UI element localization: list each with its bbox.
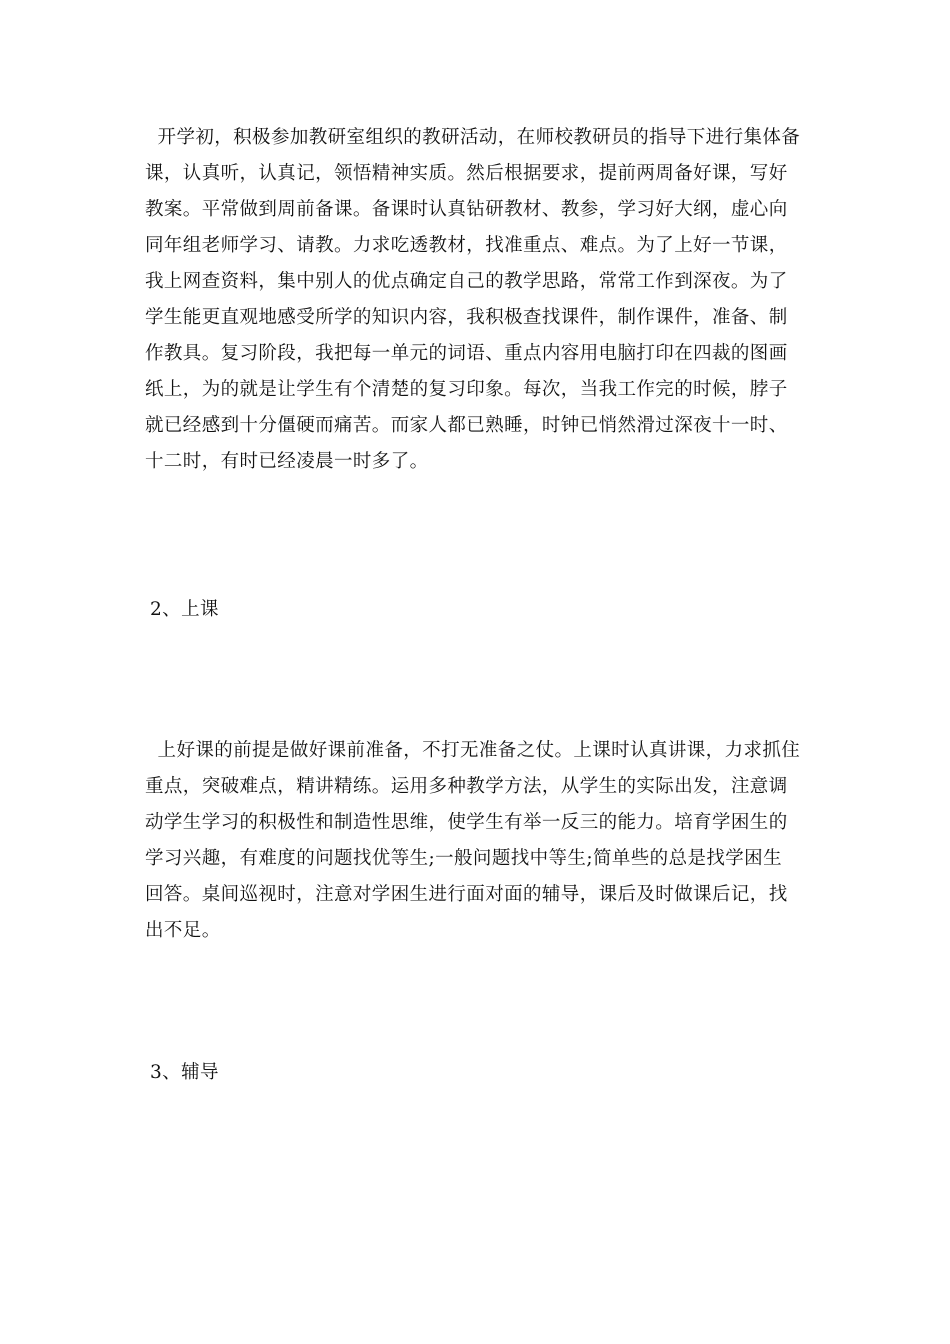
paragraph-line: 重点，突破难点，精讲精练。运用多种教学方法，从学生的实际出发，注意调 [145, 776, 788, 797]
paragraph-line: 学习兴趣，有难度的问题找优等生;一般问题找中等生;简单些的总是找学困生 [145, 848, 782, 869]
paragraph-line: 作教具。复习阶段，我把每一单元的词语、重点内容用电脑打印在四裁的图画 [145, 343, 788, 364]
paragraph-line: 学生能更直观地感受所学的知识内容，我积极查找课件，制作课件，准备、制 [145, 307, 788, 328]
paragraph-line: 我上网查资料，集中别人的优点确定自己的教学思路，常常工作到深夜。为了 [145, 271, 788, 292]
paragraph-class-teaching [145, 733, 810, 949]
paragraph-line: 纸上，为的就是让学生有个清楚的复习印象。每次，当我工作完的时候，脖子 [145, 379, 788, 400]
paragraph-line: 上好课的前提是做好课前准备，不打无准备之仗。上课时认真讲课，力求抓住 [145, 740, 801, 761]
section-heading-tutoring: 3、辅导 [150, 1062, 219, 1083]
paragraph-lesson-preparation [145, 120, 810, 480]
paragraph-line: 课，认真听，认真记，领悟精神实质。然后根据要求，提前两周备好课，写好 [145, 163, 788, 184]
paragraph-line: 教案。平常做到周前备课。备课时认真钻研教材、教参，学习好大纲，虚心向 [145, 199, 788, 220]
paragraph-line: 十二时，有时已经凌晨一时多了。 [145, 451, 429, 472]
paragraph-line: 开学初，积极参加教研室组织的教研活动，在师校教研员的指导下进行集体备 [145, 127, 801, 148]
paragraph-line: 回答。桌间巡视时，注意对学困生进行面对面的辅导，课后及时做课后记，找 [145, 884, 788, 905]
section-heading-class: 2、上课 [150, 599, 219, 620]
paragraph-line: 出不足。 [145, 920, 221, 941]
paragraph-line: 同年组老师学习、请教。力求吃透教材，找准重点、难点。为了上好一节课， [145, 235, 788, 256]
paragraph-line: 动学生学习的积极性和制造性思维，使学生有举一反三的能力。培育学困生的 [145, 812, 788, 833]
paragraph-line: 就已经感到十分僵硬而痛苦。而家人都已熟睡，时钟已悄然滑过深夜十一时、 [145, 415, 788, 436]
